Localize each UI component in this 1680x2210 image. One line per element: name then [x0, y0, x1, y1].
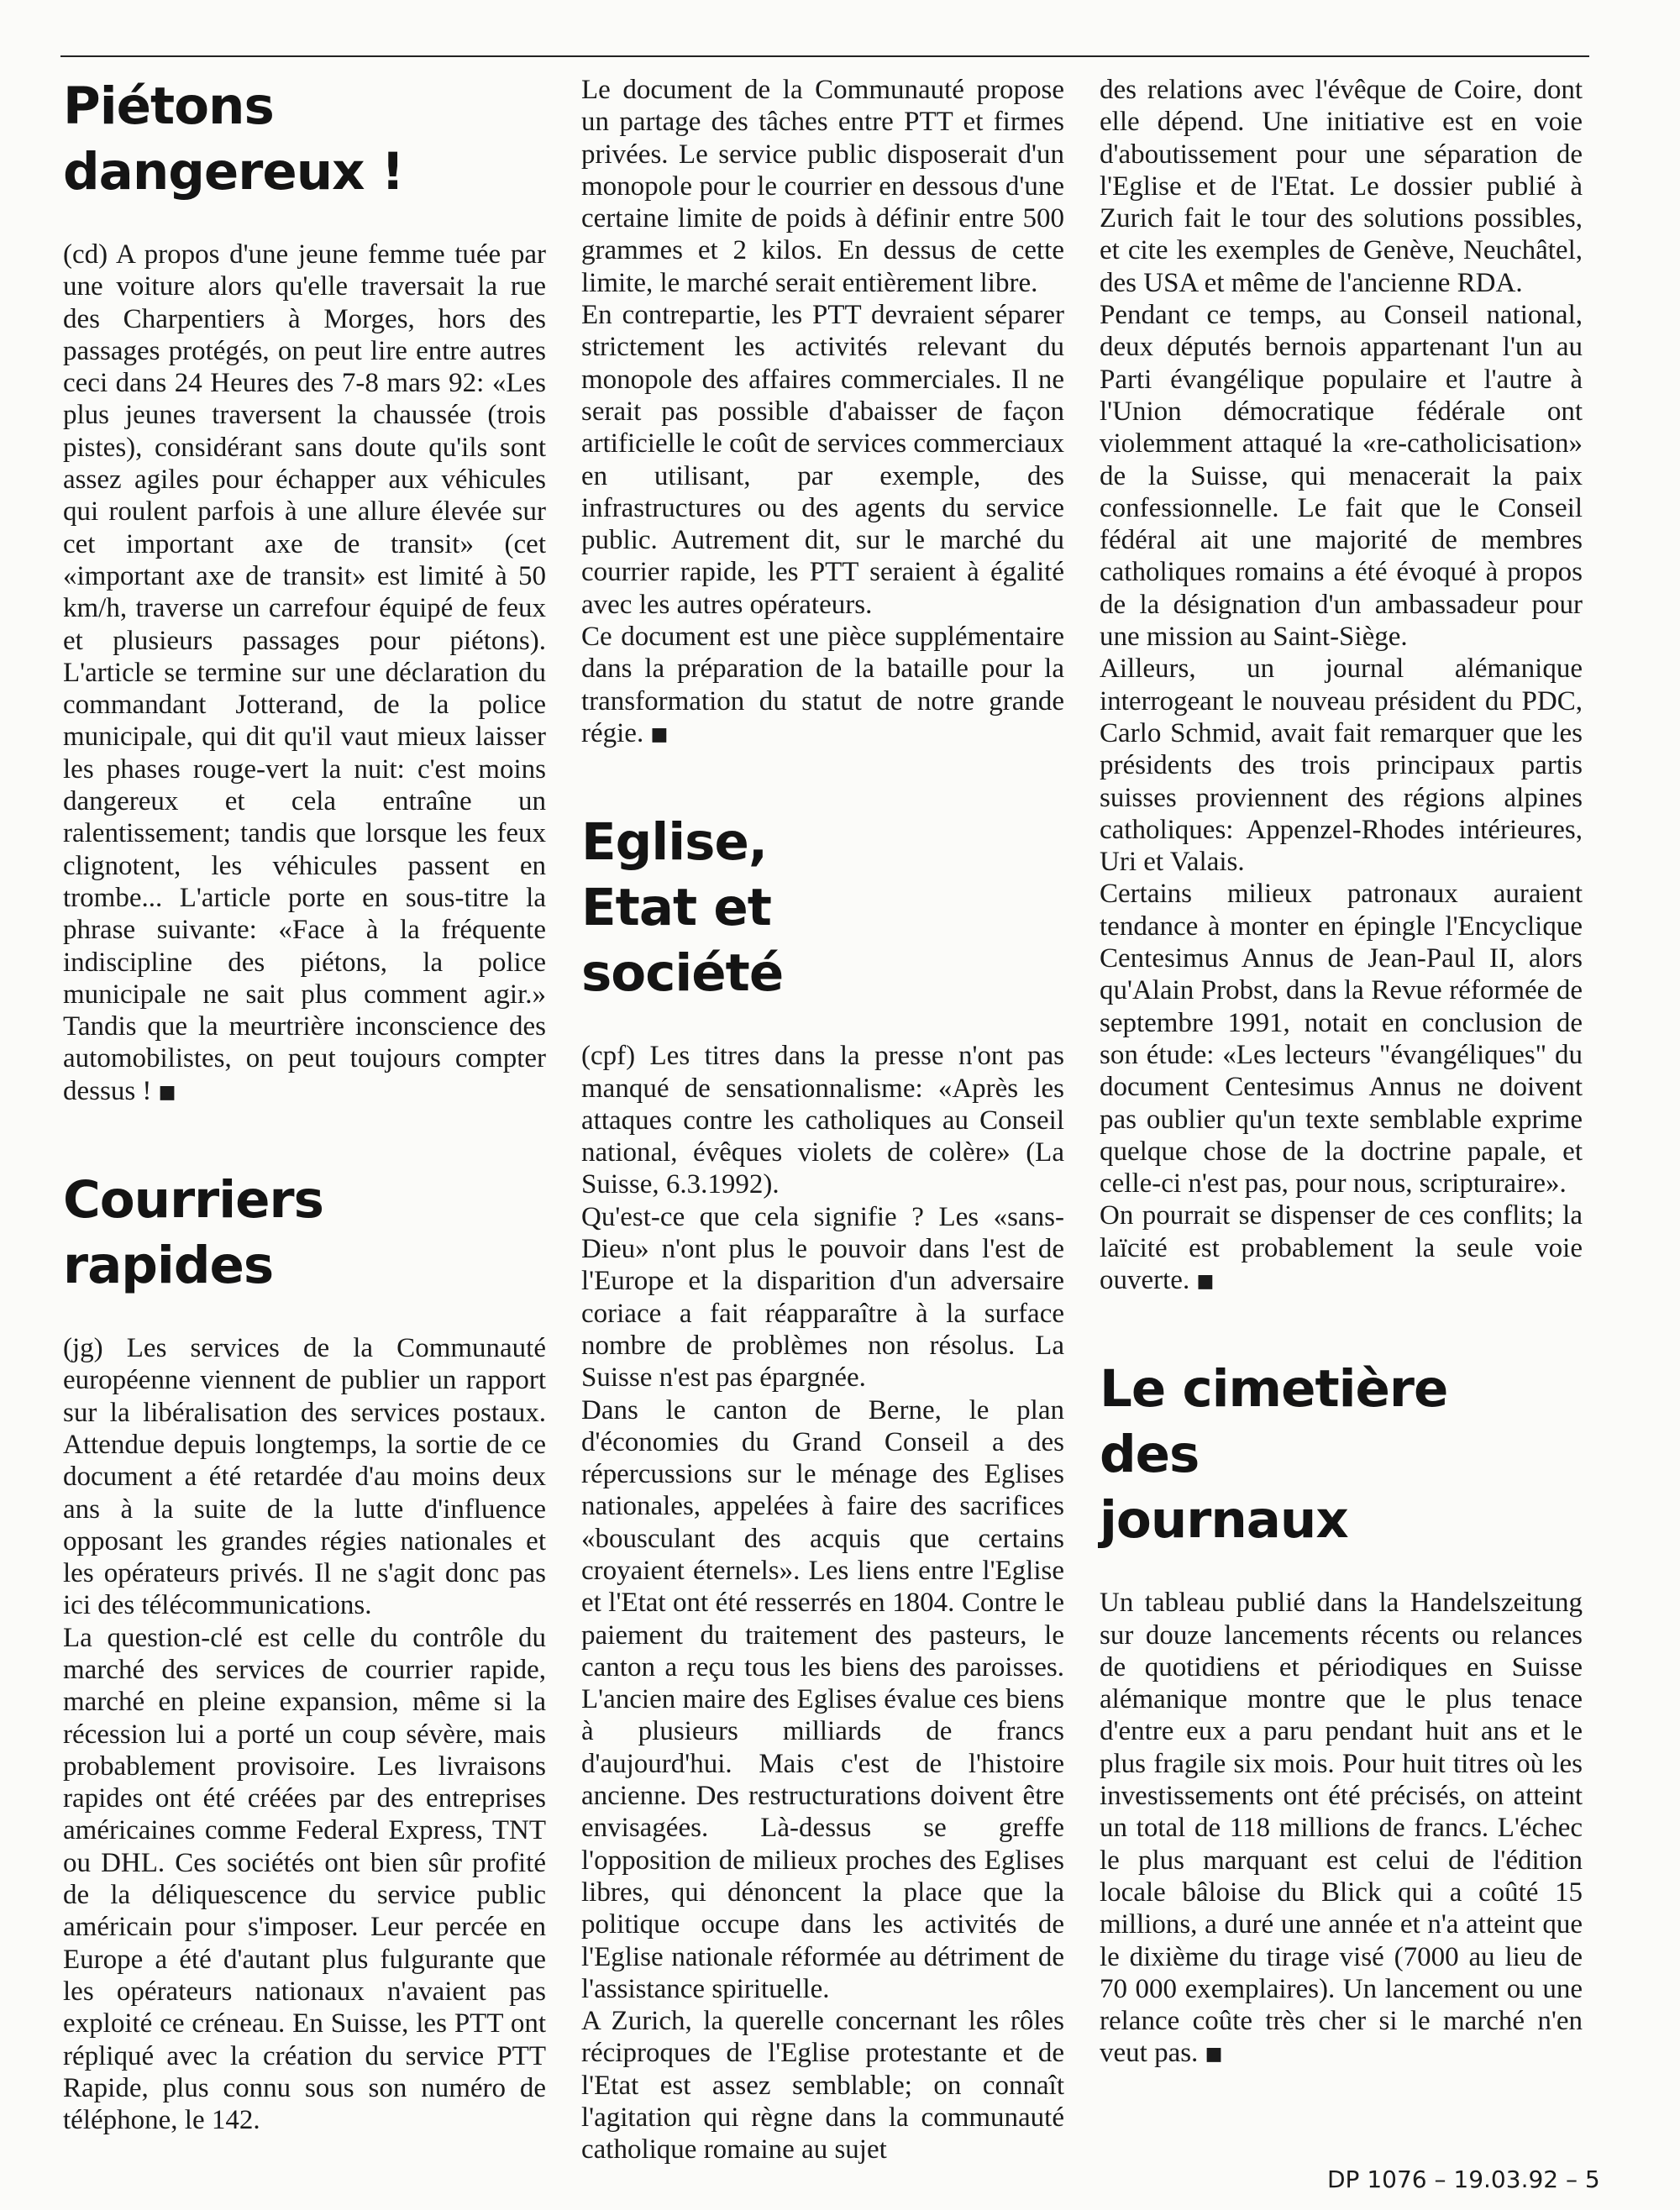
- heading-courriers: Courriers rapides: [63, 1170, 323, 1296]
- article-eglise-p6: Ailleurs, un journal alémanique interrogeant le nouveau président du PDC, Carlo Schmid, avait fait remarquer que les présidents des trois principaux partis suisses proviennent des régions alpines catholiques: Appenzel-Rhodes intérieures, Uri et Valais.: [1100, 654, 1583, 878]
- end-mark: ■: [1205, 2044, 1223, 2066]
- article-eglise-p7: Certains milieux patronaux auraient tendance à monter en épingle l'Encyclique Centesimus Annus de Jean-Paul II, alors qu'Alain Probst, dans la Revue réformée de septembre 1991, notait en conclusion de son étude: «Les lecteurs "évangéliques" du document Centesimus Annus ne doivent pas oublier qu'un texte semblable exprime quelque chose de la doctrine papale, et celle-ci n'est pas, pour nous, scripturaire».: [1100, 879, 1583, 1199]
- article-eglise-p3: Dans le canton de Berne, le plan d'économies du Grand Conseil a des répercussions sur le ménage des Eglises nationales, appelées à faire des sacrifices «bousculant des acquis que certains croyaient éternels». Les liens entre l'Eglise et l'Etat ont été resserrés en 1804. Contre le paiement du traitement des pasteurs, le canton a reçu tous les biens des paroisses. L'ancien maire des Eglises évalue ces biens à plusieurs milliards de francs d'aujourd'hui. Mais c'est de l'histoire ancienne. Des restructurations doivent être envisagées. Là-dessus se greffe l'opposition de milieux proches des Eglises libres, qui dénoncent la place que la politique occupe dans les activités de l'Eglise nationale réformée au détriment de l'assistance spirituelle.: [581, 1394, 1064, 2004]
- column-3: [1100, 74, 1583, 2071]
- article-eglise-p4: A Zurich, la querelle concernant les rôles réciproques de l'Eglise protestante et de l'Etat est assez semblable; on connaît l'agitation qui règne dans la communauté catholique romaine au sujet: [581, 2006, 1064, 2165]
- article-courriers-p4: En contrepartie, les PTT devraient séparer strictement les activités relevant du monopole des affaires commerciales. Il ne serait pas possible d'abaisser de façon artificielle le coût de services commerciaux en utilisant, par exemple, des infrastructures ou des agents du service public. Autrement dit, sur le marché du courrier rapide, les PTT seraient à égalité avec les autres opérateurs.: [581, 300, 1064, 620]
- article-eglise-p2: Qu'est-ce que cela signifie ? Les «sans-Dieu» n'ont plus le pouvoir dans l'est de l'Europe et la disparition d'un adversaire coriace a fait réapparaître à la surface nombre de problèmes non résolus. La Suisse n'est pas épargnée.: [581, 1201, 1064, 1394]
- page-footer: DP 1076 – 19.03.92 – 5: [1327, 2165, 1600, 2193]
- end-mark: ■: [650, 723, 669, 745]
- column-1: [63, 74, 546, 2136]
- article-eglise-p8: On pourrait se dispenser de ces conflits; la laïcité est probablement la seule voie ouverte. ■: [1100, 1200, 1583, 1295]
- column-2: [581, 74, 1064, 2166]
- article-pietons-text: (cd) A propos d'une jeune femme tuée par une voiture alors qu'elle traversait la rue des Charpentiers à Morges, hors des passages protégés, on peut lire entre autres ceci dans 24 Heures des 7-8 mars 92: «Les plus jeunes traversent la chaussée (trois pistes), considérant sans doute qu'ils sont assez agiles pour échapper aux véhicules qui roulent parfois à une allure élevée sur cet important axe de transit» (cet «important axe de transit» est limité à 50 km/h, traverse un carrefour équipé de feux et plusieurs passages pour piétons). L'article se termine sur une déclaration du commandant Jotterand, de la police municipale, qui dit qu'il vaut mieux laisser les phases rouge-vert la nuit: c'est moins dangereux et cela entraîne un ralentissement; tandis que lorsque les feux clignotent, les véhicules passent en trombe... L'article porte en sous-titre la phrase suivante: «Face à la fréquente indiscipline des piétons, la police municipale ne sait plus comment agir.» Tandis que la meurtrière inconscience des automobilistes, on peut toujours compter dessus ! ■: [63, 239, 546, 1106]
- top-rule: [60, 55, 1589, 57]
- end-mark: ■: [1196, 1270, 1215, 1292]
- heading-eglise: Eglise, Etat et société: [581, 812, 784, 1004]
- article-eglise-p5: Pendant ce temps, au Conseil national, deux députés bernois appartenant l'un au Parti évangélique populaire et l'autre à l'Union démocratique fédérale ont violemment attaqué la «re-catholicisation» de la Suisse, qui menacerait la paix confessionnelle. Le fait que le Conseil fédéral ait une majorité de membres catholiques romains a été évoqué à propos de la désignation d'un ambassadeur pour une mission au Saint-Siège.: [1100, 300, 1583, 653]
- heading-cimetiere: Le cimetière des journaux: [1100, 1359, 1448, 1551]
- article-courriers-p3: Le document de la Communauté propose un partage des tâches entre PTT et firmes privées. Le service public disposerait d'un monopole pour le courrier en dessous d'une certaine limite de poids à définir entre 500 grammes et 2 kilos. En dessus de cette limite, le marché serait entièrement libre.: [581, 75, 1064, 298]
- heading-pietons: Piétons dangereux !: [63, 76, 404, 202]
- article-eglise-p1: (cpf) Les titres dans la presse n'ont pas manqué de sensationnalisme: «Après les attaques contre les catholiques au Conseil national, évêques violets de colère» (La Suisse, 6.3.1992).: [581, 1041, 1064, 1200]
- article-eglise-p4-continued: des relations avec l'évêque de Coire, dont elle dépend. Une initiative est en voie d'aboutissement pour une séparation de l'Eglise et de l'Etat. Le dossier publié à Zurich fait le tour des solutions possibles, et cite les exemples de Genève, Neuchâtel, des USA et même de l'ancienne RDA.: [1100, 75, 1583, 298]
- end-mark: ■: [158, 1081, 176, 1103]
- article-courriers-p5: Ce document est une pièce supplémentaire dans la préparation de la bataille pour la transformation du statut de notre grande régie. ■: [581, 622, 1064, 748]
- article-courriers-p2: La question-clé est celle du contrôle du marché des services de courrier rapide, marché en pleine expansion, même si la récession lui a porté un coup sévère, mais probablement provisoire. Les livraisons rapides ont été créées par des entreprises américaines comme Federal Express, TNT ou DHL. Ces sociétés ont bien sûr profité de la déliquescence du service public américain pour s'imposer. Leur percée en Europe a été d'autant plus fulgurante que les opérateurs nationaux n'avaient pas exploité ce créneau. En Suisse, les PTT ont répliqué avec la création du service PTT Rapide, plus connu sous son numéro de téléphone, le 142.: [63, 1622, 546, 2136]
- article-courriers-p1: (jg) Les services de la Communauté européenne viennent de publier un rapport sur la libéralisation des services postaux. Attendue depuis longtemps, la sortie de ce document a été retardée d'au moins deux ans à la suite de la lutte d'influence opposant les grandes régies nationales et les opérateurs privés. Il ne s'agit donc pas ici des télécommunications.: [63, 1333, 546, 1621]
- article-cimetiere-p1: Un tableau publié dans la Handelszeitung sur douze lancements récents ou relances de quotidiens et périodiques en Suisse alémanique montre que le plus tenace d'entre eux a paru pendant huit ans et le plus fragile six mois. Pour huit titres où les investissements ont été précisés, on atteint un total de 118 millions de francs. L'échec le plus marquant est celui de l'édition locale bâloise du Blick qui a coûté 15 millions, a duré une année et n'a atteint que le dixième du tirage visé (7000 au lieu de 70 000 exemplaires). Un lancement ou une relance coûte très cher si le marché n'en veut pas. ■: [1100, 1588, 1583, 2069]
